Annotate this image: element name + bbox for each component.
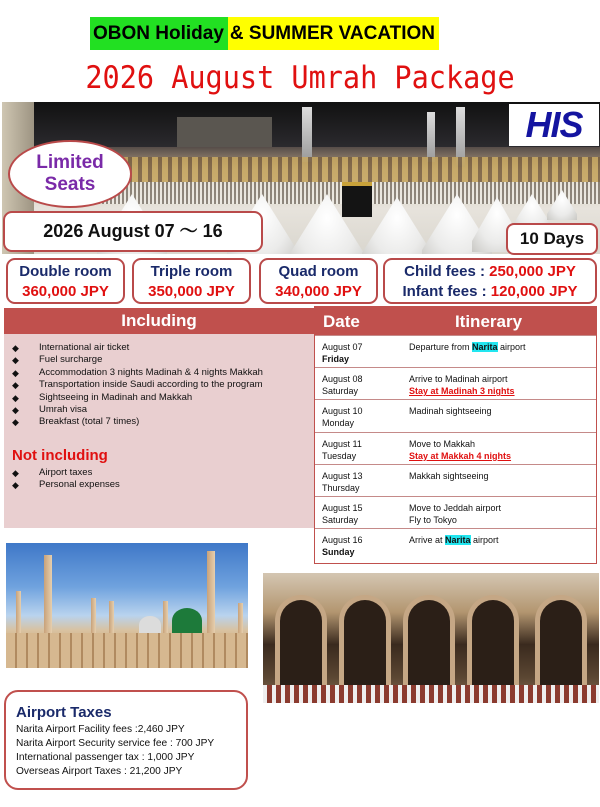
row-weekday: Sunday — [322, 547, 355, 558]
highlight-narita: Narita — [472, 342, 498, 352]
tax-line: Overseas Airport Taxes : 21,200 JPY — [16, 766, 183, 777]
row-date: August 10 — [322, 406, 363, 417]
table-row: August 10 Monday Madinah sightseeing — [315, 399, 596, 431]
minaret — [238, 603, 243, 636]
including-title: Including — [4, 308, 314, 334]
table-row: August 08 Saturday Arrive to Madinah airport Stay at Madinah 3 nights — [315, 367, 596, 399]
row-date: August 16 — [322, 535, 363, 546]
list-item: ◆ Umrah visa — [12, 404, 88, 416]
holiday-banner — [90, 17, 439, 50]
list-item: ◆ Breakfast (total 7 times) — [12, 416, 140, 428]
including-panel — [4, 308, 314, 528]
infant-fee — [385, 282, 595, 302]
price-double-room — [6, 258, 125, 304]
diamond-bullet-icon: ◆ — [12, 367, 19, 378]
minaret — [109, 601, 114, 636]
photo-mosque-arches — [263, 573, 599, 703]
badge-line-2: Seats — [44, 174, 96, 195]
itinerary-header — [315, 307, 596, 335]
minaret — [44, 555, 52, 635]
green-dome — [172, 608, 202, 633]
table-row: August 15 Saturday Move to Jeddah airport Fly to Tokyo — [315, 496, 596, 528]
row-weekday: Tuesday — [322, 450, 357, 461]
airport-taxes-title: Airport Taxes — [16, 704, 112, 721]
not-including-list — [4, 465, 314, 492]
header-date: Date — [323, 312, 360, 331]
diamond-bullet-icon: ◆ — [12, 467, 19, 478]
row-weekday: Saturday — [322, 514, 359, 525]
diamond-bullet-icon: ◆ — [12, 355, 19, 366]
diamond-bullet-icon: ◆ — [12, 392, 19, 403]
fee-value: 250,000 JPY — [489, 263, 576, 280]
fee-label: Infant fees : — [402, 283, 491, 300]
row-date: August 15 — [322, 502, 363, 513]
travel-dates: 2026 August 07 〜 16 — [3, 211, 263, 252]
arch — [535, 595, 587, 685]
minaret — [91, 598, 96, 636]
list-item: ◆ Transportation inside Saudi according to the program — [12, 379, 263, 391]
stay-note: Stay at Madinah 3 nights — [409, 386, 515, 397]
page-title: 2026 August Umrah Package — [85, 60, 515, 96]
not-including-title: Not including — [12, 446, 108, 464]
arch — [403, 595, 455, 685]
tax-line: Narita Airport Facility fees :2,460 JPY — [16, 724, 185, 735]
tax-line: International passenger tax : 1,000 JPY — [16, 752, 195, 763]
row-weekday: Saturday — [322, 386, 359, 397]
itinerary-table — [314, 306, 597, 564]
arch — [275, 595, 327, 685]
diamond-bullet-icon: ◆ — [12, 480, 19, 491]
crowd-floor — [263, 685, 599, 703]
trip-duration: 10 Days — [506, 223, 598, 255]
room-type: Quad room — [278, 263, 359, 280]
badge-line-1: Limited — [36, 152, 104, 173]
child-infant-fees — [383, 258, 597, 304]
room-price: 350,000 JPY — [148, 283, 235, 300]
airport-taxes-box — [4, 690, 248, 790]
arch — [467, 595, 519, 685]
including-list — [4, 334, 314, 429]
minaret — [207, 551, 215, 636]
row-date: August 07 — [322, 342, 363, 352]
limited-seats-badge — [8, 140, 132, 208]
table-row: August 13 Thursday Makkah sightseeing — [315, 464, 596, 496]
table-row: August 07 Friday Departure from Narita airport — [315, 335, 596, 367]
mosque-facade — [6, 633, 248, 668]
minaret — [302, 107, 312, 162]
table-row: August 11 Tuesday Move to Makkah Stay at Makkah 4 nights — [315, 432, 596, 464]
child-fee — [385, 262, 595, 282]
row-weekday: Monday — [322, 418, 355, 429]
room-price: 360,000 JPY — [22, 283, 109, 300]
stay-note: Stay at Makkah 4 nights — [409, 450, 512, 461]
banner-obon-holiday: OBON Holiday — [90, 17, 228, 50]
banner-summer-vacation: & SUMMER VACATION — [228, 17, 439, 50]
diamond-bullet-icon: ◆ — [12, 417, 19, 428]
minaret — [427, 112, 435, 162]
header-itinerary: Itinerary — [454, 312, 523, 331]
row-weekday: Thursday — [322, 482, 360, 493]
minaret — [163, 601, 168, 636]
price-quad-room — [259, 258, 378, 304]
row-date: August 13 — [322, 470, 363, 481]
photo-prophets-mosque — [6, 543, 248, 668]
list-item: ◆ Personal expenses — [12, 479, 120, 491]
row-date: August 11 — [322, 438, 362, 449]
kaaba — [342, 182, 372, 217]
room-price: 340,000 JPY — [275, 283, 362, 300]
diamond-bullet-icon: ◆ — [12, 380, 19, 391]
building — [177, 117, 272, 147]
minaret — [16, 591, 21, 636]
price-triple-room — [132, 258, 251, 304]
row-weekday: Friday — [322, 354, 350, 364]
list-item: ◆ Sightseeing in Madinah and Makkah — [12, 391, 193, 403]
row-date: August 08 — [322, 374, 363, 385]
his-logo: HIS — [509, 104, 599, 146]
umbrella — [362, 197, 432, 254]
highlight-narita: Narita — [445, 535, 471, 546]
table-row: August 16 Sunday Arrive at Narita airport — [315, 528, 596, 560]
fee-value: 120,000 JPY — [490, 283, 578, 300]
list-item: ◆ Airport taxes — [12, 466, 93, 478]
tax-line: Narita Airport Security service fee : 700 JPY — [16, 738, 215, 749]
list-item: ◆ International air ticket — [12, 342, 130, 353]
silver-dome — [139, 616, 161, 634]
list-item: ◆ Fuel surcharge — [12, 354, 103, 366]
list-item: ◆ Accommodation 3 nights Madinah & 4 nights Makkah — [12, 366, 263, 378]
diamond-bullet-icon: ◆ — [12, 405, 19, 416]
fee-label: Child fees : — [404, 263, 490, 280]
diamond-bullet-icon: ◆ — [12, 343, 19, 353]
room-type: Double room — [19, 263, 112, 280]
arch — [339, 595, 391, 685]
arcade — [102, 157, 600, 182]
room-type: Triple room — [150, 263, 233, 280]
